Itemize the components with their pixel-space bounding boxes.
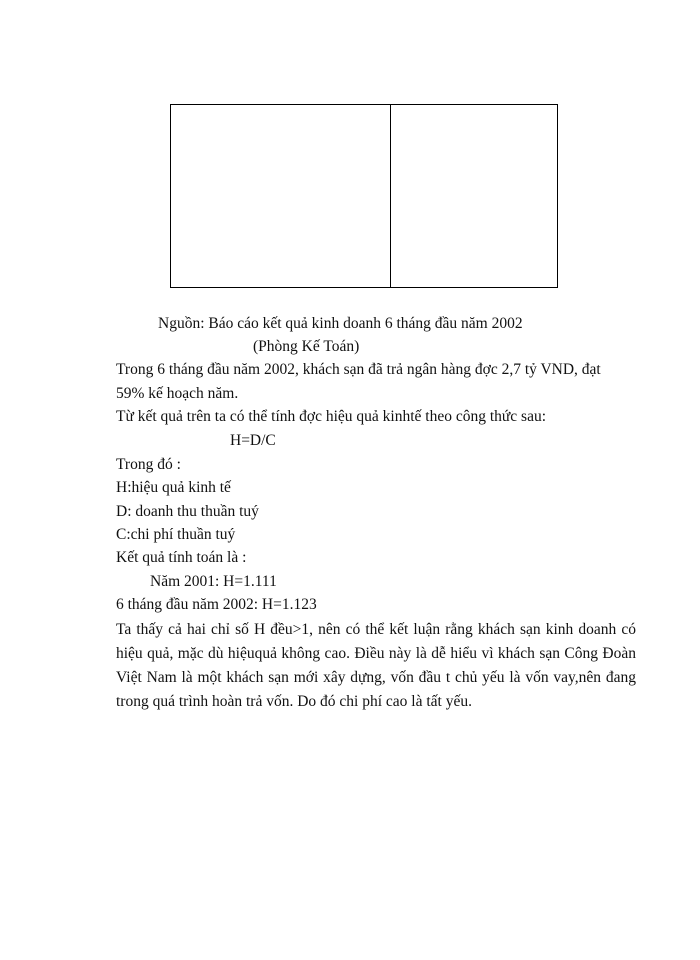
source-department: (Phòng Kế Toán) <box>253 338 360 355</box>
definition-d: D: doanh thu thuần tuý <box>116 503 259 520</box>
paragraph-1-line-1: Trong 6 tháng đầu năm 2002, khách sạn đã trả ngân hàng đợc 2,7 tỷ VND, đạt <box>116 361 601 378</box>
conclusion-paragraph: Ta thấy cả hai chỉ số H đều>1, nên có thể kết luận rằng khách sạn kinh doanh có hiệu quả, mặc dù hiệuquả không cao. Điều này là dễ hiểu vì khách sạn Công Đoàn Việt Nam là một khách sạn mới xây dựng, vốn đầu t chủ yếu là vốn vay,nên đang trong quá trình hoàn trả vốn. Do đó chi phí cao là tất yếu. <box>116 621 636 710</box>
paragraph-2: Từ kết quả trên ta có thể tính đợc hiệu quả kinhtế theo công thức sau: <box>116 408 547 425</box>
paragraph-1-line-2: 59% kế hoạch năm. <box>116 385 239 402</box>
table-column-divider <box>390 105 391 287</box>
where-label: Trong đó : <box>116 456 181 473</box>
result-label: Kết quả tính toán là : <box>116 549 247 566</box>
definition-c: C:chi phí thuần tuý <box>116 526 236 543</box>
source-caption: Nguồn: Báo cáo kết quả kinh doanh 6 tháng đầu năm 2002 <box>158 315 523 332</box>
formula: H=D/C <box>230 432 276 449</box>
definition-h: H:hiệu quả kinh tế <box>116 479 231 496</box>
empty-table-frame <box>170 104 558 288</box>
result-2002: 6 tháng đầu năm 2002: H=1.123 <box>116 596 317 613</box>
result-2001: Năm 2001: H=1.111 <box>150 573 277 590</box>
